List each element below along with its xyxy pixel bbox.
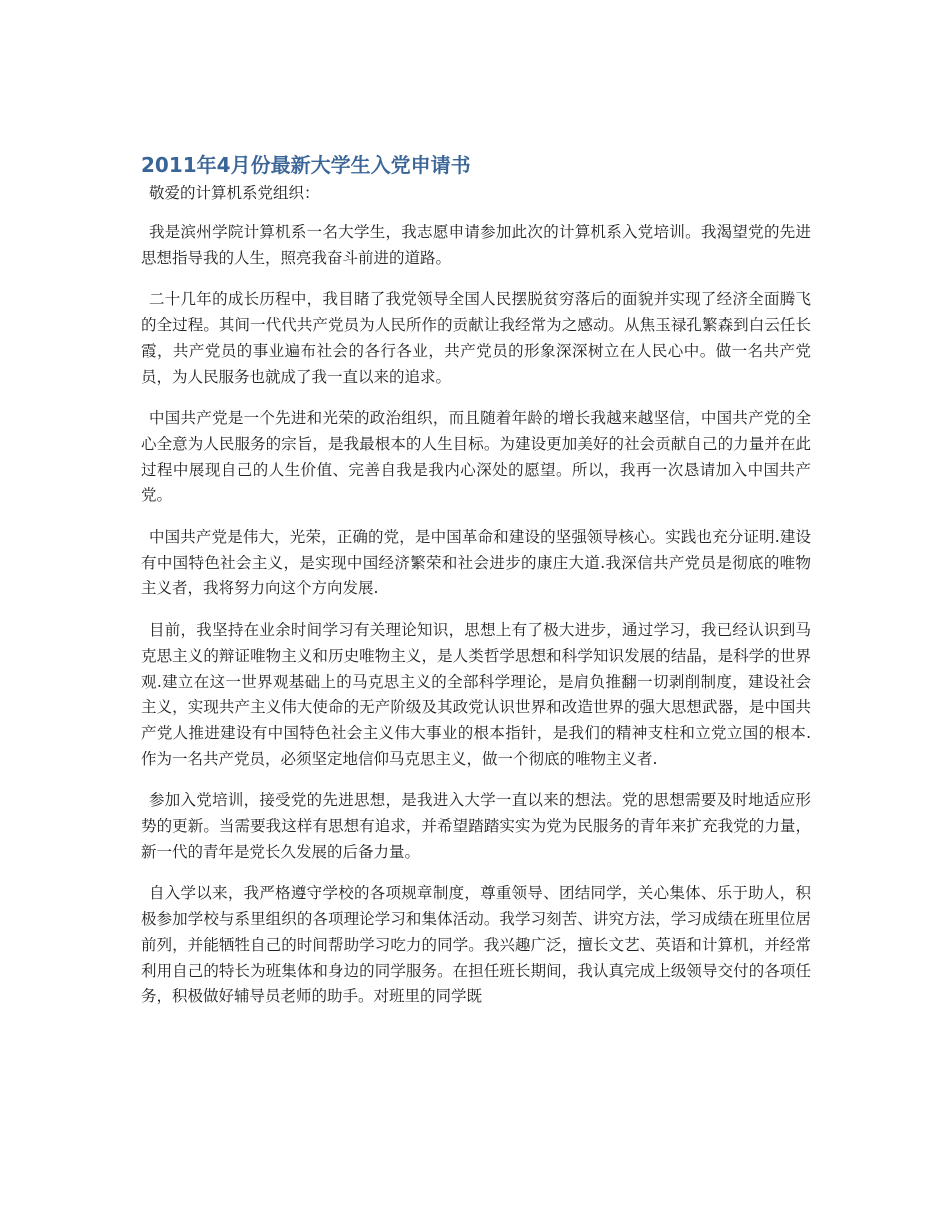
paragraph: 目前，我坚持在业余时间学习有关理论知识，思想上有了极大进步，通过学习，我已经认识到马克思主义的辩证唯物主义和历史唯物主义，是人类哲学思想和科学知识发展的结晶，是科学的世界观.建立在这一世界观基础上的马克思主义的全部科学理论，是肩负推翻一切剥削制度，建设社会主义，实现共产主义伟大使命的无产阶级及其政党认识世界和改造世界的强大思想武器，是中国共产党人推进建设有中国特色社会主义伟大事业的根本指针，是我们的精神支柱和立党立国的根本.作为一名共产党员，必须坚定地信仰马克思主义，做一个彻底的唯物主义者. <box>141 621 811 768</box>
paragraph: 参加入党培训，接受党的先进思想，是我进入大学一直以来的想法。党的思想需要及时地适应形势的更新。当需要我这样有思想有追求，并希望踏踏实实为党为民服务的青年来扩充我党的力量，新一代的青年是党长久发展的后备力量。 <box>141 791 811 861</box>
document-body <box>141 150 811 1026</box>
paragraph: 我是滨州学院计算机系一名大学生，我志愿申请参加此次的计算机系入党培训。我渴望党的先进思想指导我的人生，照亮我奋斗前进的道路。 <box>141 223 811 267</box>
paragraph: 中国共产党是一个先进和光荣的政治组织，而且随着年龄的增长我越来越坚信，中国共产党的全心全意为人民服务的宗旨，是我最根本的人生目标。为建设更加美好的社会贡献自己的力量并在此过程中展现自己的人生价值、完善自我是我内心深处的愿望。所以，我再一次恳请加入中国共产党。 <box>141 409 811 505</box>
paragraph: 中国共产党是伟大，光荣，正确的党，是中国革命和建设的坚强领导核心。实践也充分证明.建设有中国特色社会主义，是实现中国经济繁荣和社会进步的康庄大道.我深信共产党员是彻底的唯物主义者，我将努力向这个方向发展. <box>141 528 811 598</box>
paragraph: 自入学以来，我严格遵守学校的各项规章制度，尊重领导、团结同学，关心集体、乐于助人，积极参加学校与系里组织的各项理论学习和集体活动。我学习刻苦、讲究方法，学习成绩在班里位居前列，并能牺牲自己的时间帮助学习吃力的同学。我兴趣广泛，擅长文艺、英语和计算机，并经常利用自己的特长为班集体和身边的同学服务。在担任班长期间，我认真完成上级领导交付的各项任务，积极做好辅导员老师的助手。对班里的同学既 <box>141 884 811 1006</box>
document-title: 2011年4月份最新大学生入党申请书 <box>141 153 471 177</box>
salutation: 敬爱的计算机系党组织： <box>149 184 320 202</box>
paragraph: 二十几年的成长历程中，我目睹了我党领导全国人民摆脱贫穷落后的面貌并实现了经济全面腾飞的全过程。其间一代代共产党员为人民所作的贡献让我经常为之感动。从焦玉禄孔繁森到白云任长霞，共产党员的事业遍布社会的各行各业，共产党员的形象深深树立在人民心中。做一名共产党员，为人民服务也就成了我一直以来的追求。 <box>141 290 811 386</box>
